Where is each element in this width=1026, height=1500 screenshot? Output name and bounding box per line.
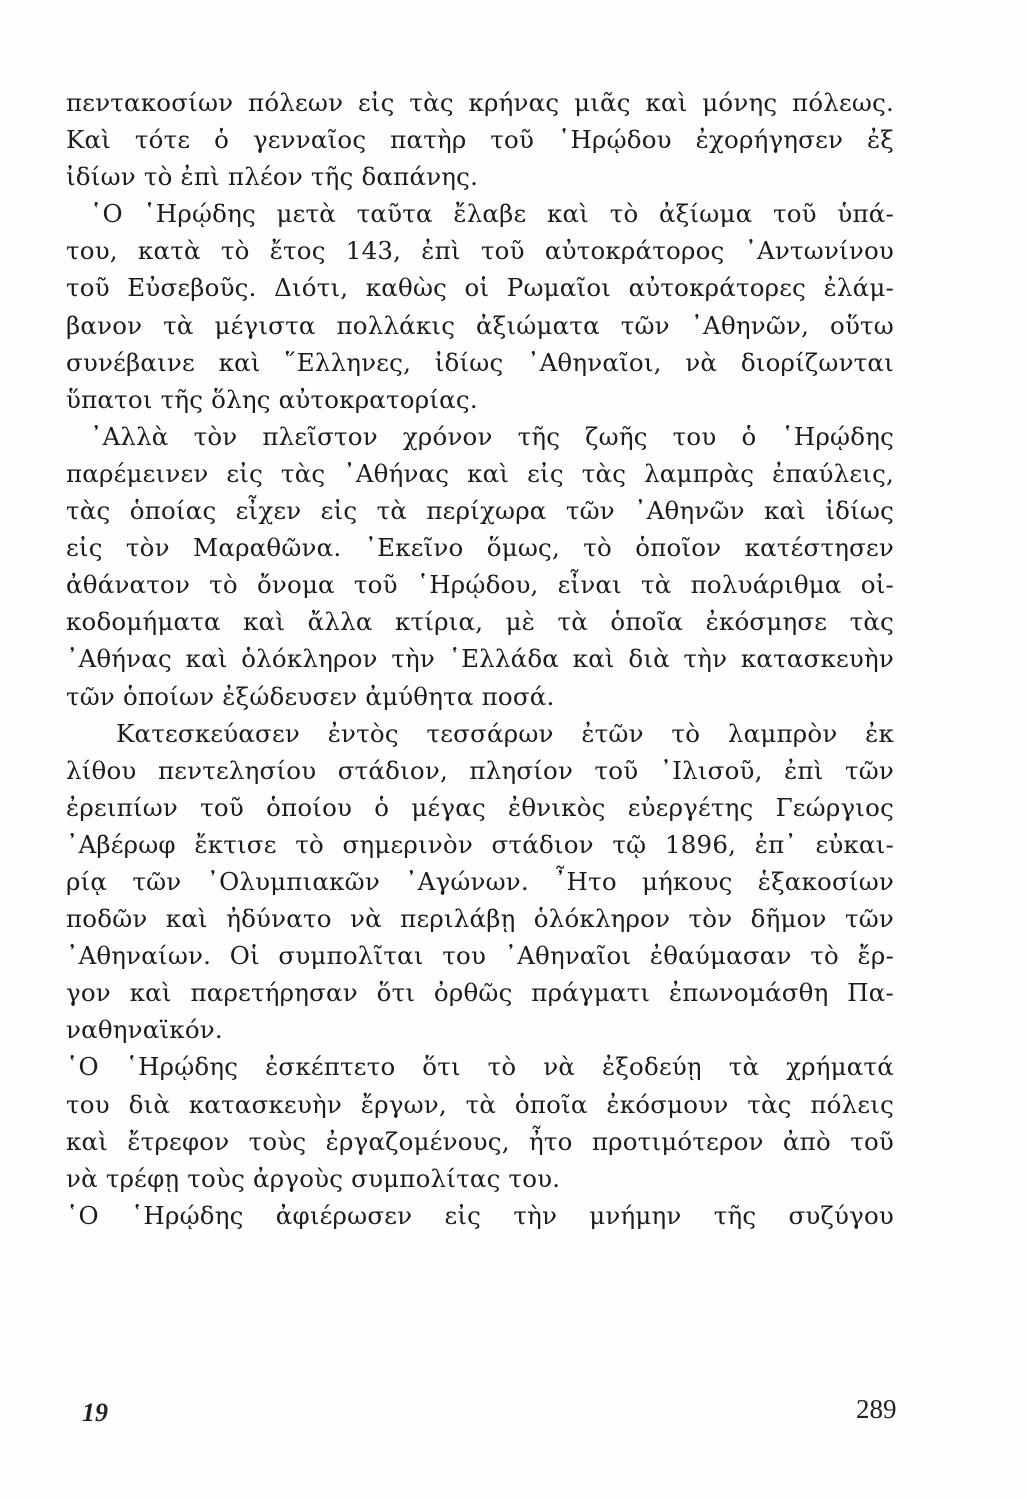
text-line: ὕπατοι τῆς ὅλης αὐτοκρατορίας. [66,384,478,414]
text-line: ᾿Αλλὰ τὸν πλεῖστον χρόνον τῆς ζωῆς του ὁ ῾Ηρῴδης [90,421,894,451]
text-line: κοδομήματα καὶ ἄλλα κτίρια, μὲ τὰ ὁποῖα ἐκόσμησε τὰς [66,607,894,637]
text-line: καὶ ἔτρεφον τοὺς ἐργαζομένους, ἦτο προτιμότερον ἀπὸ τοῦ [66,1126,894,1156]
page-number: 289 [856,1394,897,1424]
text-line: τὰς ὁποίας εἶχεν εἰς τὰ περίχωρα τῶν ᾿Αθηνῶν καὶ ἰδίως [66,496,894,526]
text-line: ἰδίων τὸ ἐπὶ πλέον τῆς δαπάνης. [66,162,479,192]
signature-mark: 19 [82,1398,108,1427]
text-line: ρίᾳ τῶν ᾿Ολυμπιακῶν ᾿Αγώνων. ῏Ητο μήκους ἑξακοσίων [66,866,894,896]
text-line: γον καὶ παρετήρησαν ὅτι ὀρθῶς πράγματι ἐπωνομάσθη Πα- [66,978,894,1008]
text-line: ᾿Αθηναίων. Οἱ συμπολῖται του ᾿Αθηναῖοι ἐθαύμασαν τὸ ἔρ- [66,941,894,971]
text-line: ῾Ο ῾Ηρῴδης ἀφιέρωσεν εἰς τὴν μνήμην τῆς συζύγου [66,1200,894,1230]
text-line: παρέμεινεν εἰς τὰς ᾿Αθήνας καὶ εἰς τὰς λαμπρὰς ἐπαύλεις, [66,458,894,488]
text-line: ναθηναϊκόν. [66,1015,223,1045]
text-line: λίθου πεντελησίου στάδιον, πλησίον τοῦ ᾿Ιλισοῦ, ἐπὶ τῶν [66,755,894,785]
text-line: νὰ τρέφῃ τοὺς ἀργοὺς συμπολίτας του. [66,1163,561,1193]
text-line: ᾿Αθήνας καὶ ὁλόκληρον τὴν ῾Ελλάδα καὶ διὰ τὴν κατασκευὴν [66,644,894,674]
text-line: τοῦ Εὐσεβοῦς. Διότι, καθὼς οἱ Ρωμαῖοι αὐτοκράτορες ἐλάμ- [66,273,894,303]
text-line: ῾Ο ῾Ηρῴδης ἐσκέπτετο ὅτι τὸ νὰ ἐξοδεύῃ τὰ χρήματά [66,1052,894,1082]
text-line: πεντακοσίων πόλεων εἰς τὰς κρήνας μιᾶς καὶ μόνης πόλεως. [66,88,894,117]
text-line: ἀθάνατον τὸ ὄνομα τοῦ ῾Ηρῴδου, εἶναι τὰ πολυάριθμα οἰ- [66,570,894,600]
text-line: συνέβαινε καὶ ῞Ελληνες, ἰδίως ᾿Αθηναῖοι, νὰ διορίζωνται [66,347,894,377]
text-line: ἐρειπίων τοῦ ὁποίου ὁ μέγας ἐθνικὸς εὐεργέτης Γεώργιος [66,792,894,822]
text-line: βανον τὰ μέγιστα πολλάκις ἀξιώματα τῶν ᾿Αθηνῶν, οὕτω [66,310,894,340]
text-line: εἰς τὸν Μαραθῶνα. ᾿Εκεῖνο ὅμως, τὸ ὁποῖον κατέστησεν [66,533,894,563]
text-line: Καὶ τότε ὁ γενναῖος πατὴρ τοῦ ῾Ηρῴδου ἐχορήγησεν ἐξ [66,125,894,155]
text-line: ᾿Αβέρωφ ἔκτισε τὸ σημερινὸν στάδιον τῷ 1896, ἐπ᾿ εὐκαι- [66,829,894,859]
text-line: ποδῶν καὶ ἠδύνατο νὰ περιλάβῃ ὁλόκληρον τὸν δῆμον τῶν [66,904,894,934]
text-line: ῾Ο ῾Ηρῴδης μετὰ ταῦτα ἔλαβε καὶ τὸ ἀξίωμα τοῦ ὑπά- [90,199,894,229]
text-line: τῶν ὁποίων ἐξώδευσεν ἀμύθητα ποσά. [66,681,555,711]
text-line: Κατεσκεύασεν ἐντὸς τεσσάρων ἐτῶν τὸ λαμπρὸν ἐκ [116,718,894,748]
text-line: του, κατὰ τὸ ἔτος 143, ἐπὶ τοῦ αὐτοκράτορος ᾿Αντωνίνου [66,236,894,266]
body-text [66,84,894,1234]
text-line: του διὰ κατασκευὴν ἔργων, τὰ ὁποῖα ἐκόσμουν τὰς πόλεις [66,1089,894,1119]
